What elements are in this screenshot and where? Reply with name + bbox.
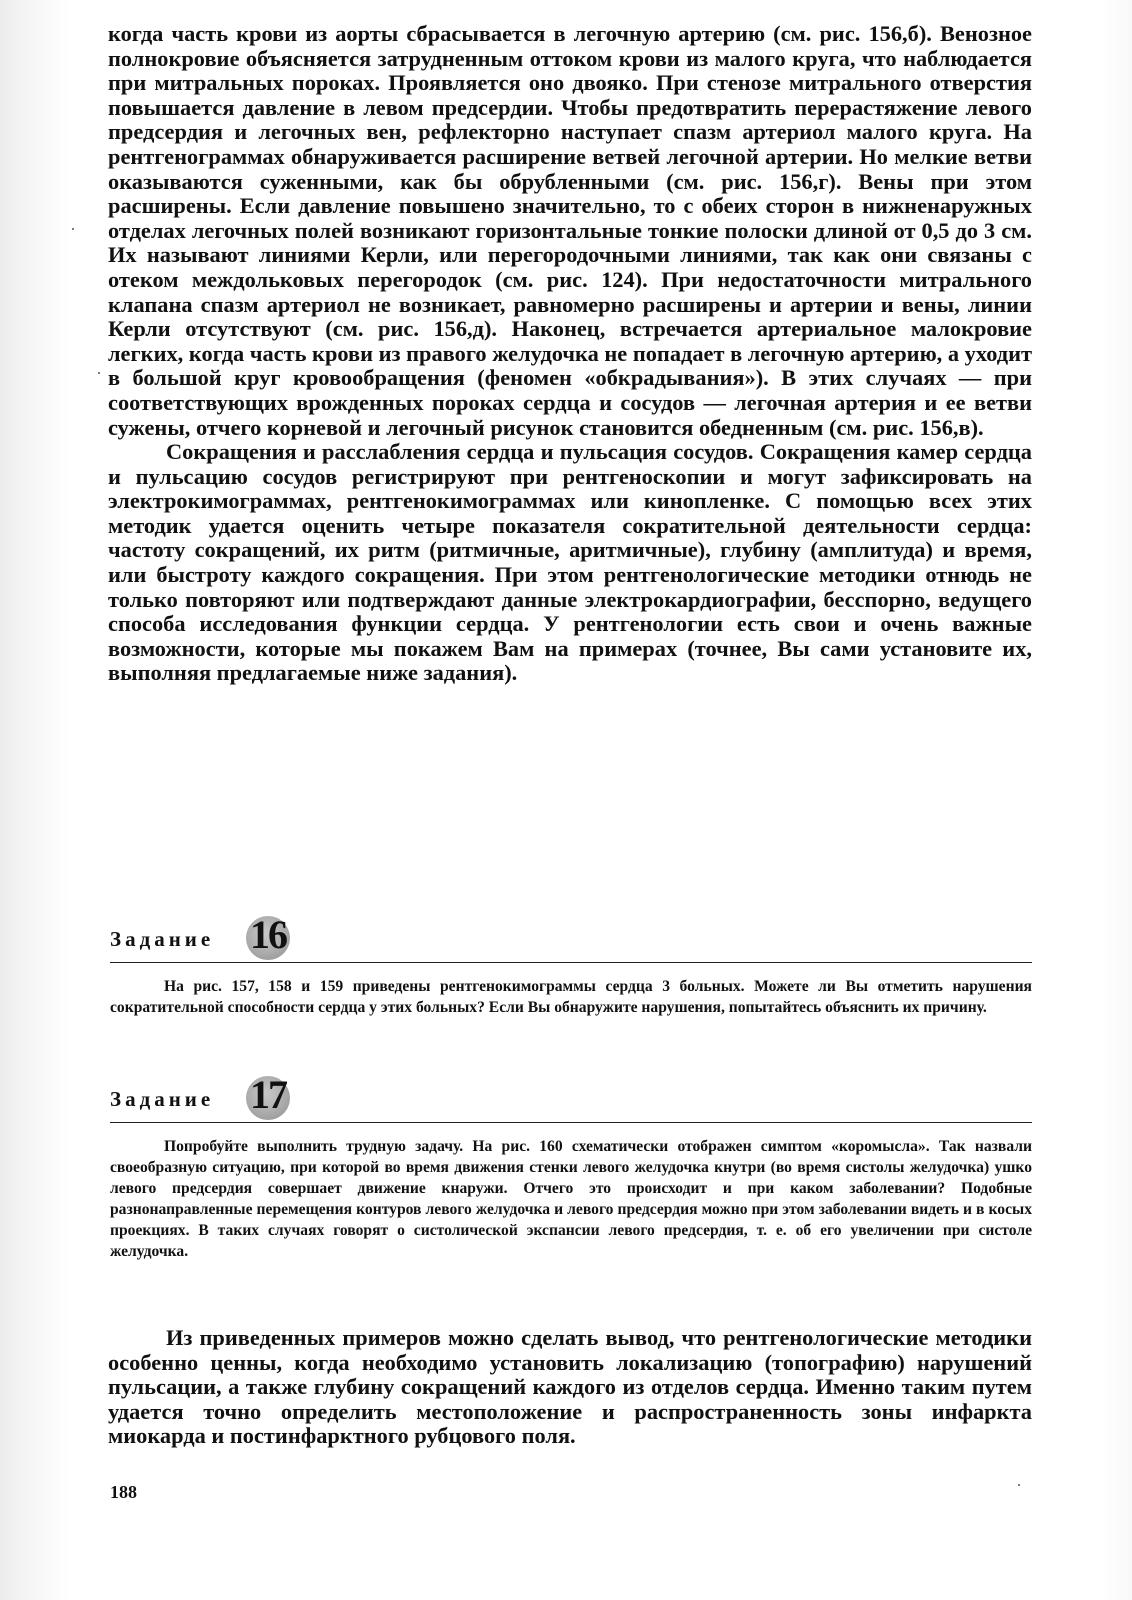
main-text (108, 22, 1032, 686)
page-number: 188 (110, 1482, 137, 1502)
task-17-divider (110, 1122, 1032, 1123)
task-17-number: 17 (250, 1072, 286, 1117)
section-term: Сокращения и расслабления сердца и пульсация сосудов. (166, 439, 754, 465)
print-speck (98, 372, 100, 374)
task-16-text (110, 976, 1032, 1018)
paragraph-contractions-body: Сокращения камер сердца и пульсацию сосудов регистрируют при рентгеноскопии и могут зафиксировать на электрокимограммах, рентгенокимограммах или кинопленке. С помощью всех этих методик удается оценить четыре показателя сократительной деятельности сердца: частоту сокращений, их ритм (ритмичные, аритмичные), глубину (амплитуда) и время, или быстроту каждого сокращения. При этом рентгенологические методики отнюдь не только повторяют или подтверждают данные электрокардиографии, бесспорно, ведущего способа исследования функции сердца. У рентгенологии есть свои и очень важные возможности, которые мы покажем Вам на примерах (точнее, Вы сами установите их, выполняя предлагаемые ниже задания). (108, 439, 1032, 686)
task-16-label: Задание (110, 927, 215, 951)
task-17-label: Задание (110, 1087, 215, 1111)
task-16-body: На рис. 157, 158 и 159 приведены рентгенокимограммы сердца 3 больных. Можете ли Вы отметить нарушения сократительной способности сердца у этих больных? Если Вы обнаружите нарушения, попытайтесь объяснить их причину. (110, 978, 1032, 1016)
paragraph-contractions (108, 440, 1032, 686)
task-17-heading (110, 1072, 1032, 1120)
task-16-number-badge (246, 912, 290, 960)
task-16-divider (110, 962, 1032, 963)
task-17-text (110, 1136, 1032, 1262)
conclusion-paragraph: Из приведенных примеров можно сделать вывод, что рентгенологические методики особенно ценны, когда необходимо установить локализацию (топографию) нарушений пульсации, а также глубину сокращений каждого из отделов сердца. Именно таким путем удается точно определить местоположение и распространенность зоны инфаркта миокарда и постинфарктного рубцового поля. (108, 1325, 1032, 1449)
paragraph-arterial-venous: когда часть крови из аорты сбрасывается в легочную артерию (см. рис. 156,б). Венозное полнокровие объясняется затрудненным оттоком крови из малого круга, что наблюдается при митральных пороках. Проявляется оно двояко. При стенозе митрального отверстия повышается давление в левом предсердии. Чтобы предотвратить перерастяжение левого предсердия и легочных вен, рефлекторно наступает спазм артериол малого круга. На рентгенограммах обнаруживается расширение ветвей легочной артерии. Но мелкие ветви оказываются суженными, как бы обрубленными (см. рис. 156,г). Вены при этом расширены. Если давление повышено значительно, то с обеих сторон в нижненаружных отделах легочных полей возникают горизонтальные тонкие полоски длиной от 0,5 до 3 см. Их называют линиями Керли, или перегородочными линиями, так как они связаны с отеком междольковых перегородок (см. рис. 124). При недостаточности митрального клапана спазм артериол не возникает, равномерно расширены и артерии и вены, линии Керли отсутствуют (см. рис. 156,д). Наконец, встречается артериальное малокровие легких, когда часть крови из правого желудочка не попадает в легочную артерию, а уходит в большой круг кровообращения (феномен «обкрадывания»). В этих случаях — при соответствующих врожденных пороках сердца и сосудов — легочная артерия и ее ветви сужены, отчего корневой и легочный рисунок становится обедненным (см. рис. 156,в). (108, 21, 1032, 440)
print-speck (72, 228, 74, 230)
conclusion-text (108, 1326, 1032, 1449)
print-speck (1018, 1484, 1020, 1486)
task-16-heading (110, 912, 1032, 960)
task-17-body: Попробуйте выполнить трудную задачу. На рис. 160 схематически отображен симптом «коромысла». Так назвали своеобразную ситуацию, при которой во время движения стенки левого желудочка кнутри (во время систолы желудочка) ушко левого предсердия совершает движение кнаружи. Отчего это происходит и при каком заболевании? Подобные разнонаправленные перемещения контуров левого желудочка и левого предсердия можно при этом заболевании видеть и в косых проекциях. В таких случаях говорят о систолической экспансии левого предсердия, т. е. об его увеличении при систоле желудочка. (110, 1138, 1032, 1260)
task-16-number: 16 (250, 912, 286, 957)
task-17-number-badge (246, 1072, 290, 1120)
